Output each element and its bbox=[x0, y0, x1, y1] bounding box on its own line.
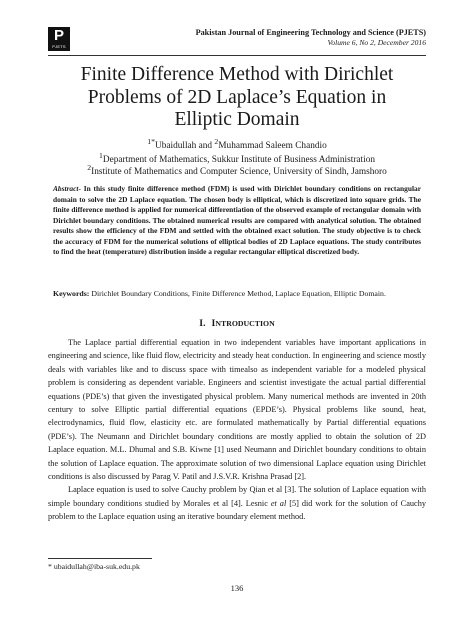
affiliation-sup: 1 bbox=[98, 151, 103, 160]
keywords-text: Dirichlet Boundary Conditions, Finite Difference Method, Laplace Equation, Elliptic Domain. bbox=[89, 289, 386, 298]
logo-letter: P bbox=[53, 27, 64, 44]
author-sup: 2 bbox=[214, 137, 219, 146]
journal-name: Pakistan Journal of Engineering Technology and Science (PJETS) bbox=[195, 28, 426, 37]
text-run: [5] did work for the solution of Cauchy problem to the Laplace equation using an iterative boundary element method. bbox=[48, 498, 427, 522]
keywords-label: Keywords: bbox=[53, 289, 90, 298]
section-number: I. bbox=[199, 318, 206, 329]
body-paragraph bbox=[48, 336, 426, 483]
affiliation-text: Institute of Mathematics and Computer Science, University of Sindh, Jamshoro bbox=[91, 167, 387, 178]
text-run: et al bbox=[270, 498, 287, 508]
abstract-label: Abstract- bbox=[53, 184, 81, 193]
abstract-text: In this study finite difference method (FDM) is used with Dirichlet boundary conditions on rectangular domain to solve the 2D Laplace equation. The chosen body is elliptical, which is discretized into square grids. The finite difference method is applied for numerical differentiation of the observed example of rectangular domain with Dirichlet boundary conditions. The obtained numerical results are compared with analytical solution. The obtained results show the efficiency of the FDM and settled with the obtained exact solution. The study objective is to check the accuracy of FDM for the numerical solutions of elliptical bodies of 2D Laplace equations. The study contributes to find the heat (temperature) distribution inside a regular rectangular elliptical discretized body. bbox=[53, 184, 421, 256]
journal-volume: Volume 6, No 2, December 2016 bbox=[327, 38, 426, 47]
abstract bbox=[53, 184, 421, 258]
body-paragraph bbox=[48, 483, 426, 523]
footnote: * ubaidullah@iba-suk.edu.pk bbox=[48, 562, 140, 571]
section-title-initial: I bbox=[211, 318, 216, 329]
title-line: Finite Difference Method with Dirichlet bbox=[80, 64, 394, 85]
section-title-rest: NTRODUCTION bbox=[215, 319, 275, 328]
keywords bbox=[53, 289, 421, 299]
page-number: 136 bbox=[230, 583, 244, 593]
header-rule bbox=[48, 55, 426, 56]
text-run: Laplace equation is used to solve Cauchy problem by Qian et al [3]. The solution of Laplace equation with simple boundary conditions studied by Morales et al [4]. Lesnic bbox=[48, 485, 426, 508]
author-name: Muhammad Saleem Chandio bbox=[218, 141, 327, 152]
author-sup: 1* bbox=[147, 137, 156, 146]
paper-title bbox=[48, 64, 426, 132]
logo-tag: PJETS bbox=[52, 44, 66, 49]
text-run: The Laplace partial differential equation in two independent variables have important applications in engineering and science, like fluid flow, electricity and steady heat conduction. In engineering and science mostly deals with variables like and to discuss space with timealso as independent variable for a modeled physical problem is considering as dependent variable. Engineers and scientist investigate the actual partial differential equations (PDE’s) that given the investigated physical problem. Many numerical methods are invented in 20th century to solve Elliptic partial differential equations (EPDE’s). Physical problems like sound, heat, electrodynamics, fluid flow, elasticity etc. are formulated mathematically by Partial differential equations (PDE’s). The Neumann and Dirichlet boundary conditions are mostly applied to obtain the solution of 2D Laplace equation. M.L. Dhumal and S.B. Kiwne [1] used Neumann and Dirichlet boundary conditions to obtain the solution of Laplace equation. The approximate solution of two dimensional Laplace equation using Dirichlet conditions is also discussed by Parag V. Patil and J.S.V.R. Krishna Prasad [2]. bbox=[48, 338, 426, 482]
section-heading bbox=[48, 318, 426, 330]
body-text bbox=[48, 336, 426, 524]
journal-logo bbox=[48, 27, 70, 51]
footnote-rule bbox=[48, 558, 152, 559]
affiliation-sup: 2 bbox=[87, 163, 92, 172]
affiliation bbox=[48, 162, 426, 178]
affiliation-text: Department of Mathematics, Sukkur Institute of Business Administration bbox=[102, 155, 376, 166]
title-line: Problems of 2D Laplace’s Equation in bbox=[87, 86, 387, 108]
journal-header bbox=[196, 27, 426, 48]
title-line: Elliptic Domain bbox=[174, 109, 300, 130]
author-name: Ubaidullah and bbox=[155, 141, 215, 152]
